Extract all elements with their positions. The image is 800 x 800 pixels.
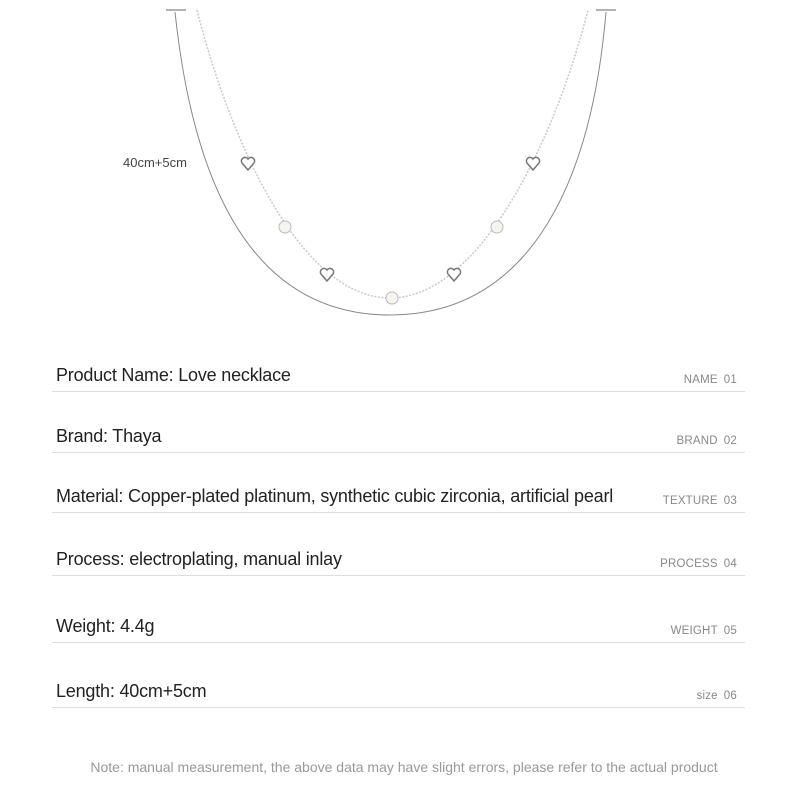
spec-label-text: WEIGHT (670, 625, 718, 637)
spec-row-material (52, 482, 745, 513)
spec-label-text: TEXTURE (662, 495, 718, 507)
spec-row-process (52, 545, 745, 576)
heart-charm (526, 157, 539, 170)
chain (197, 10, 588, 298)
spec-label-text: BRAND (676, 435, 718, 447)
length-annotation: 40cm+5cm (123, 155, 187, 170)
measure-curve (175, 12, 606, 315)
necklace-illustration (0, 0, 800, 330)
spec-row-name (52, 361, 745, 392)
spec-number: 04 (723, 558, 737, 570)
spec-label (677, 435, 737, 447)
spec-number: 02 (723, 435, 737, 447)
pearl (491, 221, 503, 233)
spec-label (697, 690, 737, 702)
heart-charm (241, 157, 254, 170)
measurement-note: Note: manual measurement, the above data may have slight errors, please refer to the actual product (90, 759, 718, 775)
spec-label (660, 558, 737, 570)
spec-label (663, 495, 737, 507)
spec-number: 05 (723, 625, 737, 637)
spec-value: Brand: Thaya (56, 426, 162, 446)
spec-label (671, 625, 737, 637)
pearl (386, 292, 398, 304)
spec-label-text: PROCESS (660, 558, 718, 570)
spec-label-text: NAME (683, 374, 718, 386)
spec-value: Length: 40cm+5cm (56, 681, 207, 701)
pearl (279, 221, 291, 233)
spec-number: 03 (723, 495, 737, 507)
heart-charm (447, 268, 460, 281)
spec-number: 06 (723, 690, 737, 702)
spec-value: Material: Copper-plated platinum, synthetic cubic zirconia, artificial pearl (56, 486, 614, 506)
spec-value: Product Name: Love necklace (56, 365, 291, 385)
spec-row-length (52, 677, 745, 708)
spec-label-text: size (696, 690, 718, 702)
spec-label (684, 374, 737, 386)
spec-number: 01 (723, 374, 737, 386)
heart-charm (320, 268, 333, 281)
spec-value: Weight: 4.4g (56, 616, 155, 636)
spec-row-weight (52, 612, 745, 643)
spec-row-brand (52, 422, 745, 453)
spec-value: Process: electroplating, manual inlay (56, 549, 342, 569)
